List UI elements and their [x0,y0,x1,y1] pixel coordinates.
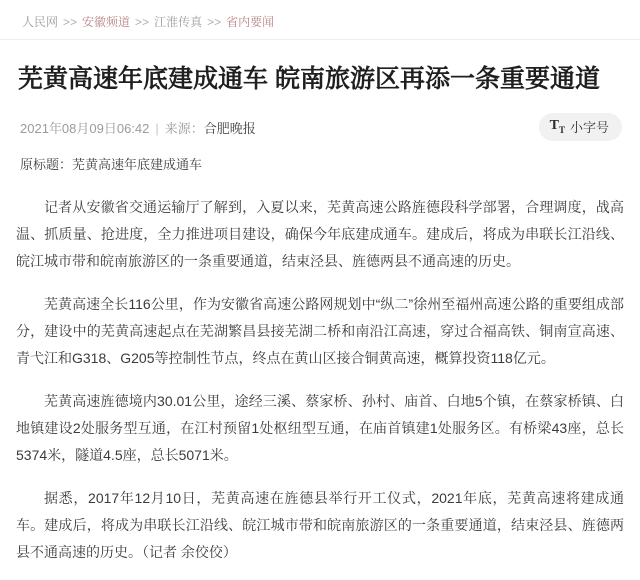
breadcrumb-item-jianghuai-fax[interactable]: 江淮传真 [154,15,203,29]
source-label: 来源： [164,120,204,136]
font-size-button[interactable] [539,113,622,141]
article-paragraph: 据悉，2017年12月10日，芜黄高速在旌德县举行开工仪式，2021年底，芜黄高速将建成通车。建成后，将成为串联长江沿线、皖江城市带和皖南旅游区的一条重要通道，结束泾县、旌德两县不通高速的历史。（记者 余佼佼） [16,490,624,560]
article-body [16,194,624,566]
source-link[interactable]: 合肥晚报 [203,120,256,136]
breadcrumb-item-peoples-net[interactable]: 人民网 [22,15,59,29]
breadcrumb-separator: >> [135,15,150,29]
font-size-icon: $T_T$ [549,117,565,135]
breadcrumb [0,0,640,40]
breadcrumb-item-anhui-channel[interactable]: 安徽频道 [82,15,131,29]
original-title-label: 原标题： [20,157,73,172]
article-meta [20,113,622,141]
article-paragraph: 芜黄高速全长116公里，作为安徽省高速公路网规划中“纵二”徐州至福州高速公路的重要组成部分，建设中的芜黄高速起点在芜湖繁昌县接芜湖二桥和南沿江高速，穿过合福高铁、铜南宣高速、青弋江和G318、G205等控制性节点，终点在黄山区接合铜黄高速，概算投资118亿元。 [16,296,624,366]
breadcrumb-separator: >> [63,15,78,29]
original-title [20,154,622,173]
date-source [20,118,256,137]
article-paragraph: 芜黄高速旌德境内30.01公里，途经三溪、蔡家桥、孙村、庙首、白地5个镇，在蔡家桥镇、白地镇建设2处服务型互通，在江村预留1处枢纽型互通，在庙首镇建1处服务区。有桥梁43座，总长5374米，隧道4.5座，总长5071米。 [16,393,624,463]
breadcrumb-item-provincial-news[interactable]: 省内要闻 [226,15,275,29]
meta-divider: | [155,120,159,136]
font-size-button-label: 小字号 [569,120,609,135]
breadcrumb-separator: >> [207,15,222,29]
publish-datetime: 2021年08月09日06:42 [20,120,150,136]
original-title-text: 芜黄高速年底建成通车 [72,157,203,172]
page-title: 芜黄高速年底建成通车 皖南旅游区再添一条重要通道 [18,65,600,93]
article-paragraph: 记者从安徽省交通运输厅了解到，入夏以来，芜黄高速公路旌德段科学部署，合理调度，战高温、抓质量、抢进度，全力推进项目建设，确保今年底建成通车。建成后，将成为串联长江沿线、皖江城市带和皖南旅游区的一条重要通道，结束泾县、旌德两县不通高速的历史。 [16,199,624,269]
